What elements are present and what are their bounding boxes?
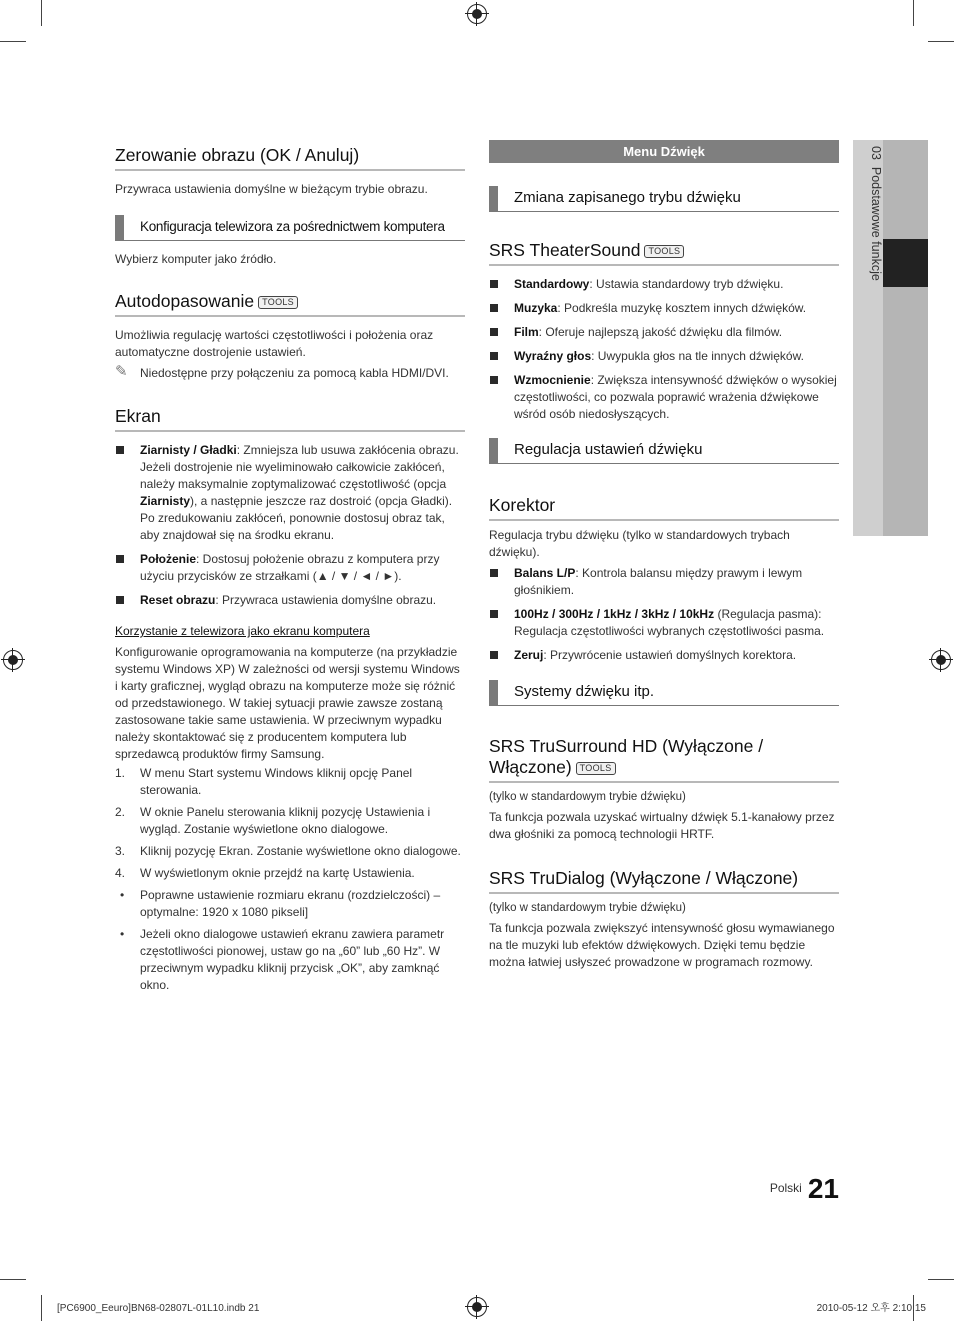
section-title: SRS TruDialog (Wyłączone / Włączone) — [489, 868, 839, 894]
page-footer — [769, 1173, 839, 1204]
list-item: 3. Kliknij pozycję Ekran. Zostanie wyświetlone okno dialogowe. — [115, 844, 461, 858]
section-text: Wybierz komputer jako źródło. — [115, 252, 277, 266]
list-item: Reset obrazu: Przywraca ustawienia domyślne obrazu. — [115, 592, 465, 609]
section-screen — [115, 406, 465, 609]
section-title: Autodopasowanie TOOLS — [115, 291, 465, 317]
list-item: Balans L/P: Kontrola balansu między prawym i lewym głośnikiem. — [489, 565, 839, 599]
section-title: SRS TheaterSound TOOLS — [489, 240, 839, 266]
list-item: Muzyka: Podkreśla muzykę kosztem innych dźwięków. — [489, 300, 839, 317]
subsection-pc-setup: Konfiguracja telewizora za pośrednictwem komputera — [115, 215, 465, 241]
subsection-adjust: Regulacja ustawień dźwięku — [489, 438, 839, 464]
list-item: Wzmocnienie: Zwiększa intensywność dźwięków o wysokiej częstotliwości, co pozwala poprawić wrażenia dźwiękowe wśród osób niedosłyszących. — [489, 372, 839, 423]
list-item: Standardowy: Ustawia standardowy tryb dźwięku. — [489, 276, 839, 293]
bullets-list — [115, 887, 465, 994]
left-column — [115, 140, 465, 999]
list-item: Film: Oferuje najlepszą jakość dźwięku dla filmów. — [489, 324, 839, 341]
side-tab-strip — [883, 140, 928, 536]
crop-mark — [0, 1279, 26, 1280]
section-text: Regulacja trybu dźwięku (tylko w standardowych trybach dźwięku). — [489, 528, 790, 559]
section-title: SRS TruSurround HD (Wyłączone / Włączone) TOOLS — [489, 736, 839, 783]
list-item: 2. W oknie Panelu sterowania kliknij pozycję Ustawienia i wygląd. Zostanie wyświetlone okno dialogowe. — [115, 805, 431, 836]
section-auto-adjust — [115, 291, 465, 382]
side-tab-marker — [883, 239, 928, 287]
section-equalizer — [489, 495, 839, 664]
sound-modes-list — [489, 276, 839, 423]
registration-mark-icon — [467, 4, 487, 24]
list-item: Wyraźny głos: Uwypukla głos na tle innych dźwięków. — [489, 348, 839, 365]
chapter-number: 03 — [869, 146, 883, 160]
equalizer-list — [489, 565, 839, 664]
crop-mark — [928, 1279, 954, 1280]
section-title: Zerowanie obrazu (OK / Anuluj) — [115, 145, 465, 171]
list-item: 1. W menu Start systemu Windows kliknij opcję Panel sterowania. — [115, 766, 413, 797]
chapter-title: Podstawowe funkcje — [869, 166, 883, 281]
list-item: 100Hz / 300Hz / 1kHz / 3kHz / 10kHz (Regulacja pasma): Regulacja częstotliwości wybranych częstotliwości pasma. — [489, 606, 839, 640]
list-item: Zeruj: Przywrócenie ustawień domyślnych korektora. — [489, 647, 839, 664]
tools-icon: TOOLS — [576, 762, 616, 775]
screen-options-list — [115, 442, 465, 609]
side-tab-label — [867, 146, 884, 281]
section-note: (tylko w standardowym trybie dźwięku) — [489, 791, 686, 803]
tools-icon: TOOLS — [644, 245, 684, 258]
section-srs-theatersound — [489, 240, 839, 423]
section-trudialog — [489, 868, 839, 971]
list-item: • Jeżeli okno dialogowe ustawień ekranu zawiera parametr częstotliwości pionowej, ustaw go na „60” lub „60 Hz”. W przeciwnym wypadku kliknij przycisk „OK”, aby zamknąć okno. — [115, 926, 465, 994]
registration-mark-icon — [467, 1297, 487, 1317]
subheading: Korzystanie z telewizora jako ekranu komputera — [115, 624, 370, 638]
note: ✎ Niedostępne przy połączeniu za pomocą kabla HDMI/DVI. — [115, 363, 449, 380]
crop-mark — [0, 41, 26, 42]
registration-mark-icon — [3, 650, 23, 670]
section-text: Ta funkcja pozwala uzyskać wirtualny dźwięk 5.1-kanałowy przez dwa głośniki za pomocą technologii HRTF. — [489, 810, 835, 841]
section-text: Umożliwia regulację wartości częstotliwości i położenia oraz automatyczne dostrojenie ustawień. — [115, 328, 434, 359]
section-note: (tylko w standardowym trybie dźwięku) — [489, 902, 686, 914]
tools-icon: TOOLS — [258, 296, 298, 309]
right-column — [489, 140, 839, 971]
menu-bar: Menu Dźwięk — [489, 140, 839, 163]
subsection-sound-systems: Systemy dźwięku itp. — [489, 680, 839, 706]
crop-mark — [41, 0, 42, 26]
section-trusurround — [489, 736, 839, 843]
page-number: 21 — [807, 1173, 839, 1204]
section-text: Przywraca ustawienia domyślne w bieżącym trybie obrazu. — [115, 182, 428, 196]
registration-mark-icon — [931, 650, 951, 670]
steps-list — [115, 765, 465, 882]
section-pc-monitor — [115, 623, 465, 994]
print-file-info: [PC6900_Eeuro]BN68-02807L-01L10.indb 21 — [57, 1303, 260, 1314]
pencil-note-icon: ✎ — [115, 363, 128, 380]
list-item: Położenie: Dostosuj położenie obrazu z komputera przy użyciu przycisków ze strzałkami (▲ / ▼ / ◄ / ►). — [115, 551, 465, 585]
section-text: Ta funkcja pozwala zwiększyć intensywność głosu wymawianego na tle muzyki lub efektów dźwiękowych. Dzięki temu będzie można łatwiej usłyszeć prowadzone w programach rozmowy. — [489, 921, 835, 969]
print-date-info: 2010-05-12 오후 2:10:15 — [816, 1303, 926, 1314]
crop-mark — [928, 41, 954, 42]
section-text: Konfigurowanie oprogramowania na komputerze (na przykładzie systemu Windows XP) W zależności od wersji systemu Windows i karty graficznej, wygląd obrazu na komputerze może się różnić od przedstawionego. W takiej sytuacji prawie zawsze zostaną zastosowane takie same ustawienia. W przeciwnym wypadku należy skontaktować się z producentem komputera lub sprzedawcą produktów firmy Samsung. — [115, 645, 460, 761]
section-reset — [115, 145, 465, 198]
crop-mark — [913, 0, 914, 26]
list-item: 4. W wyświetlonym oknie przejdź na kartę Ustawienia. — [115, 866, 415, 880]
list-item: Ziarnisty / Gładki: Zmniejsza lub usuwa zakłócenia obrazu. Jeżeli dostrojenie nie wyeliminowało całkowicie zakłóceń, należy maksymalnie zoptymalizować częstotliwość (opcja Ziarnisty), a następnie jeszcze raz dostroić (opcja Gładki). Po zredukowaniu zakłóceń, ponownie dostosuj obraz tak, aby znajdował się na środku ekranu. — [115, 442, 465, 544]
language-label: Polski — [769, 1181, 802, 1195]
crop-mark — [41, 1295, 42, 1321]
subsection-change-mode: Zmiana zapisanego trybu dźwięku — [489, 186, 839, 212]
list-item: • Poprawne ustawienie rozmiaru ekranu (rozdzielczości) – optymalne: 1920 x 1080 pikseli] — [115, 887, 465, 921]
section-title: Ekran — [115, 406, 465, 432]
section-title: Korektor — [489, 495, 839, 521]
